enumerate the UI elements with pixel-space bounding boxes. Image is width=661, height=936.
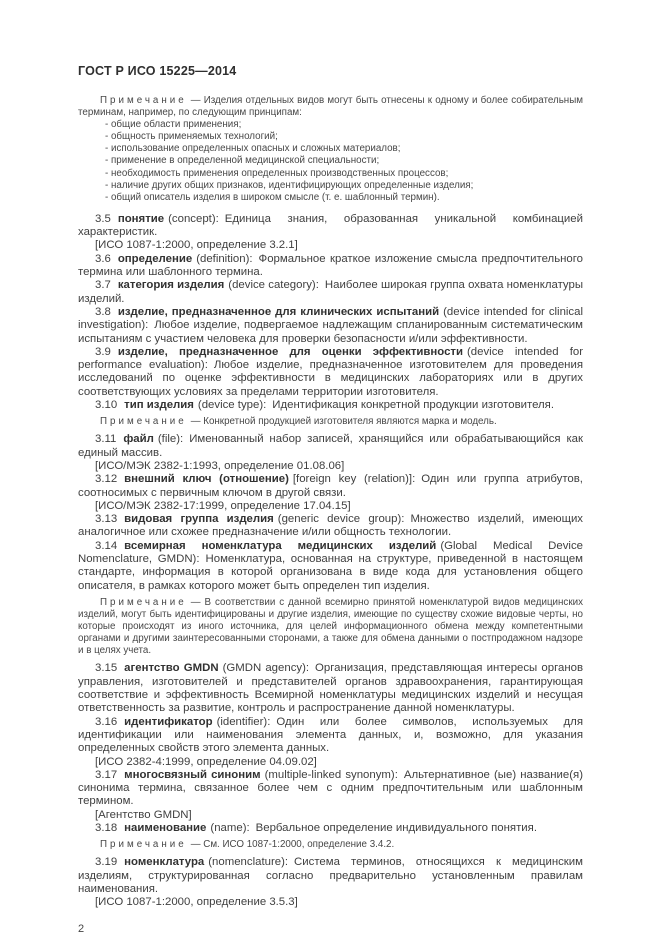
list-item: - общий описатель изделия в широком смысле (т. е. шаблонный термин).: [105, 191, 440, 203]
standard-reference: [ИСО/МЭК 2382-17:1999, определение 17.04.15]: [95, 499, 351, 512]
note-text: — Изделия отдельных видов могут быть отнесены к одному и более собирательным терминам, например, по следующим принципам:: [78, 95, 583, 119]
term-english: (generic device group):: [277, 513, 405, 526]
note-label: Примечание: [100, 839, 187, 851]
term-definition: Единица знания, образованная уникальной комбинацией характеристик.: [78, 212, 583, 239]
page-title: ГОСТ Р ИСО 15225—2014: [78, 64, 237, 78]
term-3-13: [78, 513, 583, 540]
term-3-15: [78, 662, 583, 715]
term-3-16: [78, 716, 583, 756]
term-number: 3.8: [95, 305, 111, 318]
list-item: - использование определенных опасных и сложных материалов;: [105, 143, 401, 155]
term-name: понятие: [117, 212, 165, 225]
term-number: 3.15: [95, 662, 118, 675]
list-item: - применение в определенной медицинской специальности;: [105, 155, 380, 167]
term-number: 3.7: [95, 279, 111, 292]
term-english: (device category):: [228, 279, 319, 292]
term-name: категория изделия: [117, 279, 225, 292]
term-name: внешний ключ (отношение): [124, 473, 289, 486]
term-name: многосвязный синоним: [124, 768, 261, 781]
note-intro-block: [78, 95, 583, 204]
note-label: Примечание: [100, 416, 187, 428]
term-number: 3.18: [95, 821, 118, 834]
term-english: (concept):: [168, 212, 219, 225]
term-3-12: [78, 473, 583, 500]
term-3-18: [78, 822, 583, 835]
term-definition: Вербальное определение индивидуального понятия.: [255, 821, 537, 834]
term-3-10: [78, 399, 583, 412]
term-number: 3.17: [95, 768, 118, 781]
note-label: Примечание: [100, 596, 187, 608]
term-english: (nomenclature):: [208, 856, 289, 869]
list-item: - наличие других общих признаков, идентифицирующих определенные изделия;: [105, 179, 474, 191]
term-english: (device type):: [197, 399, 267, 411]
term-name: наименование: [124, 821, 207, 834]
term-english: (file):: [157, 433, 184, 446]
term-number: 3.16: [95, 715, 118, 728]
term-definition: Формальное краткое изложение смысла предпочтительного термина или шаблонного термина.: [78, 252, 583, 279]
term-number: 3.12: [95, 473, 118, 486]
term-definition: Именованный набор записей, хранящийся или обрабатывающийся как единый массив.: [78, 433, 583, 459]
term-number: 3.14: [95, 539, 118, 552]
term-number: 3.10: [95, 399, 118, 411]
term-name: видовая группа изделия: [124, 513, 274, 526]
term-definition: Идентификация конкретной продукции изготовителя.: [272, 399, 555, 411]
term-number: 3.11: [95, 433, 117, 446]
note-intro: [78, 95, 583, 119]
page-number: 2: [78, 922, 85, 935]
term-3-9: [78, 346, 583, 399]
term-definition: Номенклатура, основанная на структуре, приведенной в настоящем стандарте, информация в которой организована в виде кода для установления общего описателя, в рамках которого может быть определен тип изделия.: [78, 553, 583, 592]
term-english: (GMDN agency):: [222, 662, 310, 675]
term-name: тип изделия: [124, 399, 194, 411]
standard-reference: [ИСО 1087-1:2000, определение 3.5.3]: [95, 896, 298, 909]
term-name: агентство GMDN: [124, 662, 219, 675]
term-number: 3.5: [95, 212, 111, 225]
term-3-6: [78, 253, 583, 280]
term-number: 3.9: [95, 345, 111, 358]
term-3-7: [78, 279, 583, 306]
term-definition: Один или группа атрибутов, соотносимых с первичным ключом в другой связи.: [78, 473, 583, 499]
term-english: (identifier):: [216, 715, 271, 728]
term-english: (definition):: [196, 252, 253, 265]
term-name: изделие, предназначенное для клинических испытаний: [117, 305, 440, 318]
term-definition: Альтернативное (ые) название(я) синонима термина, связанное более чем с одним предпочтительным или шаблонным термином.: [78, 768, 583, 808]
term-3-5: [78, 213, 583, 240]
list-item: - общие области применения;: [105, 119, 242, 131]
term-english: [foreign key (relation)]:: [292, 473, 416, 486]
term-3-14: [78, 540, 583, 593]
term-english: (device intended for performance evaluation):: [78, 345, 584, 372]
term-3-19: [78, 856, 583, 896]
term-definition: Любое изделие, предназначенное изготовителем для проведения исследований по оценке эффективности в медицинских лабораториях или в других соответствующих условиях за пределами территории изготовителя.: [78, 359, 584, 398]
term-english: (multiple-linked synonym):: [264, 768, 398, 781]
note-device-type: [78, 416, 583, 428]
term-english: (Global Medical Device Nomenclature, GMDN):: [78, 539, 583, 566]
term-definition: Множество изделий, имеющих аналогичное или схожее предназначение и/или общность технологии.: [78, 513, 584, 539]
term-definition: Система терминов, относящихся к медицинским изделиям, структурированная согласно предварительно установленным правилам наименования.: [78, 856, 583, 895]
term-definition: Один или более символов, используемых для идентификации или наименования элемента данных, и, возможно, для указания определенных свойств этого элемента данных.: [78, 715, 583, 755]
term-definition: Наиболее широкая группа охвата номенклатуры изделий.: [78, 279, 584, 305]
standard-reference: [Агентство GMDN]: [95, 808, 192, 821]
standard-reference: [ИСО/МЭК 2382-1:1993, определение 01.08.06]: [95, 459, 345, 472]
term-name: номенклатура: [124, 856, 205, 869]
term-name: определение: [117, 252, 193, 265]
note-label: Примечание: [100, 95, 187, 106]
term-number: 3.19: [95, 856, 118, 869]
note-name: [78, 839, 583, 851]
term-number: 3.6: [95, 252, 111, 265]
term-number: 3.13: [95, 513, 118, 526]
term-name: файл: [123, 433, 154, 446]
term-definition: Организация, представляющая интересы органов управления, изготовителей и представителей органов здравоохранения, гарантирующая соответствие и эффективность Всемирной номенклатуры медицинских изделий и несущая ответственность за развитие, контроль и распространение данной номенклатуры.: [78, 662, 583, 715]
term-name: всемирная номенклатура медицинских изделий: [124, 539, 437, 552]
standard-reference: [ИСО 2382-4:1999, определение 04.09.02]: [95, 755, 317, 768]
term-english: (device intended for clinical investigation):: [78, 305, 583, 332]
term-3-11: [78, 433, 583, 460]
note-gmdn: [78, 597, 583, 657]
note-text: — В соответствии с данной всемирно принятой номенклатурой видов медицинских изделий, могут быть идентифицированы и другие изделия, имеющие по существу схожие видовые черты, но которые происходят из иного источника, для целей информационного обмена между компетентными органами и другими заинтересованными сторонами, а также для обмена данными о постпродажном надзоре и в целях учета.: [78, 596, 583, 657]
term-definition: Любое изделие, подвергаемое надлежащим спланированным систематическим испытаниям с участием человека для проверки безопасности и/или эффективности.: [78, 319, 583, 345]
list-item: - общность применяемых технологий;: [105, 131, 278, 143]
term-name: изделие, предназначенное для оценки эффективности: [117, 345, 464, 358]
term-3-17: [78, 769, 583, 809]
term-name: идентификатор: [124, 715, 213, 728]
list-item: - необходимость применения определенных производственных процессов;: [105, 167, 449, 179]
note-text: — См. ИСО 1087-1:2000, определение 3.4.2.: [190, 839, 395, 851]
note-text: — Конкретной продукцией изготовителя являются марка и модель.: [190, 416, 497, 428]
term-english: (name):: [210, 821, 250, 834]
term-3-8: [78, 306, 583, 346]
standard-reference: [ИСО 1087-1:2000, определение 3.2.1]: [95, 239, 298, 252]
